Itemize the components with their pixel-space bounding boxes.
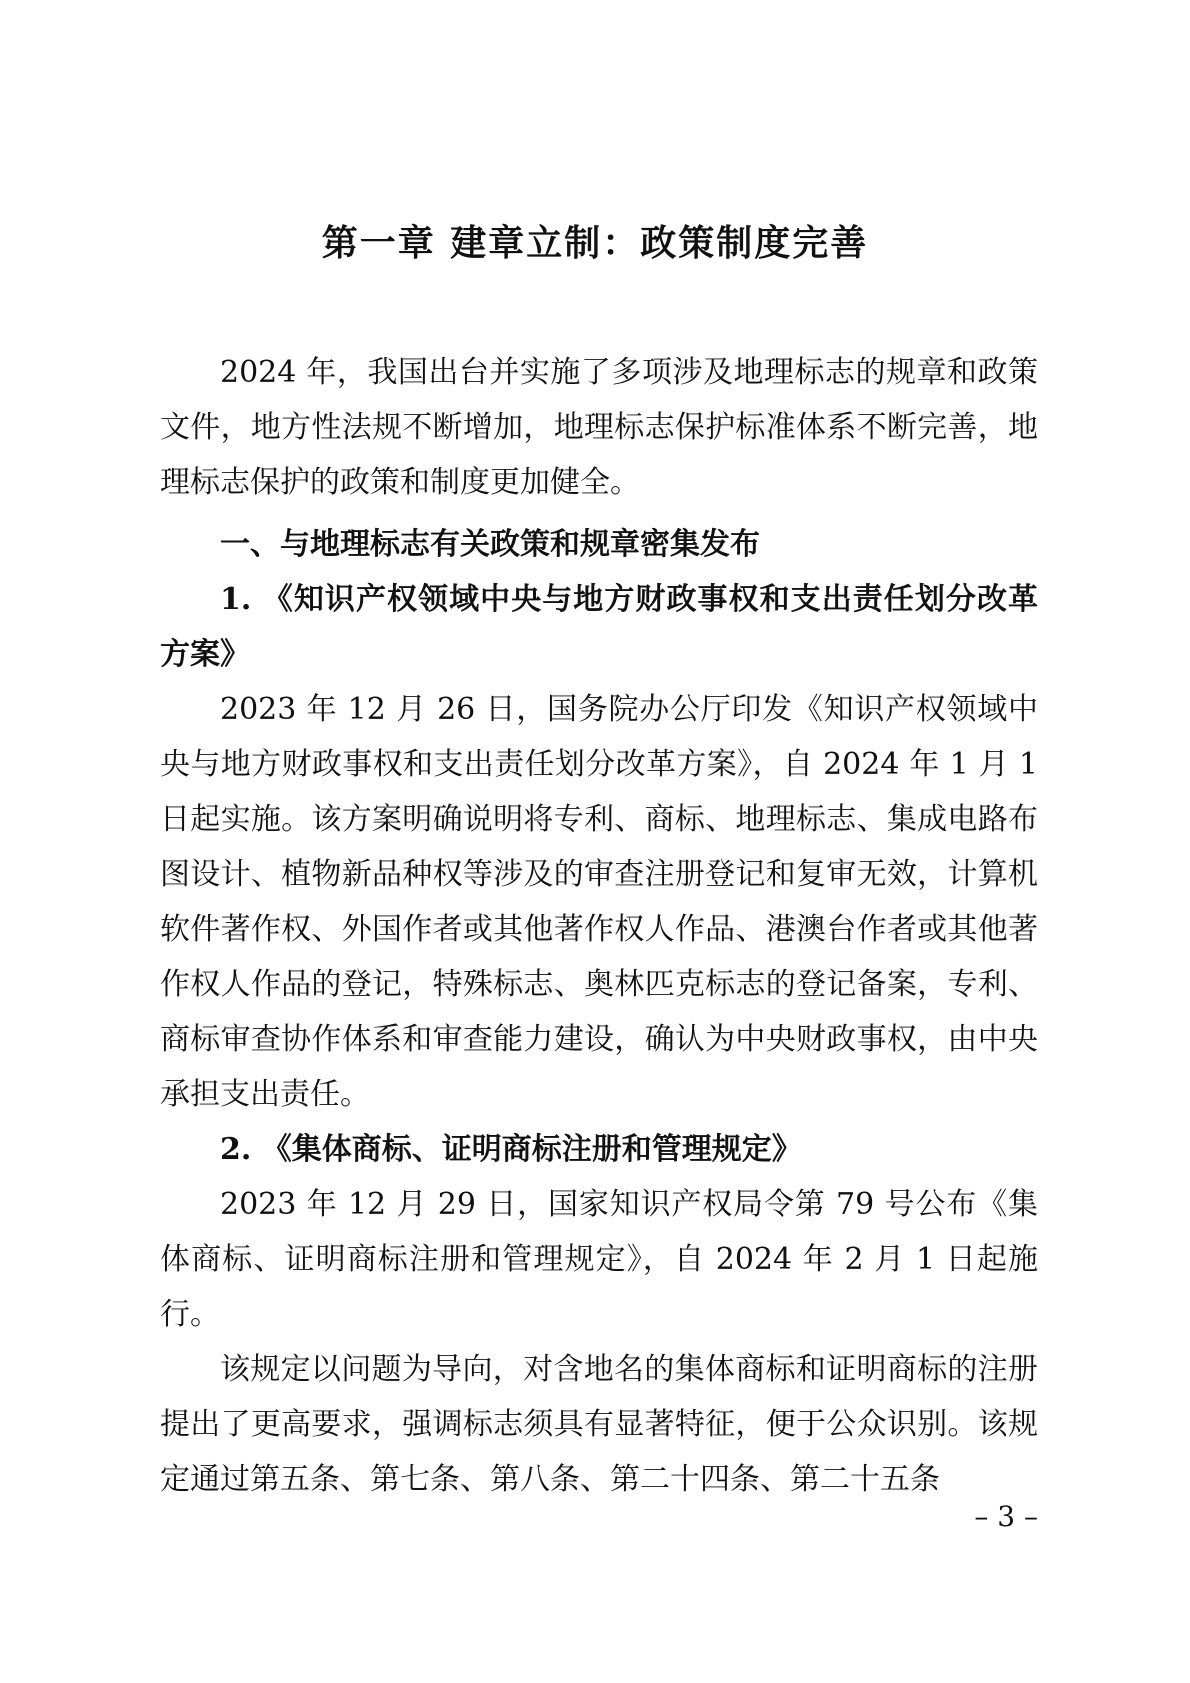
intro-paragraph: 2024 年，我国出台并实施了多项涉及地理标志的规章和政策文件，地方性法规不断增加，地理标志保护标准体系不断完善，地理标志保护的政策和制度更加健全。 [160, 355, 1038, 500]
chapter-title: 第一章 建章立制：政策制度完善 [321, 222, 869, 264]
item1-heading: 1. 《知识产权领域中央与地方财政事权和支出责任划分改革方案》 [160, 582, 1038, 672]
section-heading: 一、与地理标志有关政策和规章密集发布 [220, 527, 760, 562]
item2-paragraph-1: 2023 年 12 月 29 日，国家知识产权局令第 79 号公布《集体商标、证明商标注册和管理规定》，自 2024 年 2 月 1 日起施行。 [160, 1187, 1038, 1332]
body-text [160, 345, 1038, 1507]
item1-paragraph: 2023 年 12 月 26 日，国务院办公厅印发《知识产权领域中央与地方财政事权和支出责任划分改革方案》，自 2024 年 1 月 1 日起实施。该方案明确说明将专利、商标、地理标志、集成电路布图设计、植物新品种权等涉及的审查注册登记和复审无效，计算机软件著作权、外国作者或其他著作权人作品、港澳台作者或其他著作权人作品的登记，特殊标志、奥林匹克标志的登记备案，专利、商标审查协作体系和审查能力建设，确认为中央财政事权，由中央承担支出责任。 [160, 692, 1038, 1112]
item2-paragraph-2: 该规定以问题为导向，对含地名的集体商标和证明商标的注册提出了更高要求，强调标志须具有显著特征，便于公众识别。该规定通过第五条、第七条、第八条、第二十四条、第二十五条 [160, 1352, 1038, 1497]
item2-heading: 2. 《集体商标、证明商标注册和管理规定》 [220, 1132, 802, 1167]
page-number: – 3 – [974, 1500, 1038, 1533]
